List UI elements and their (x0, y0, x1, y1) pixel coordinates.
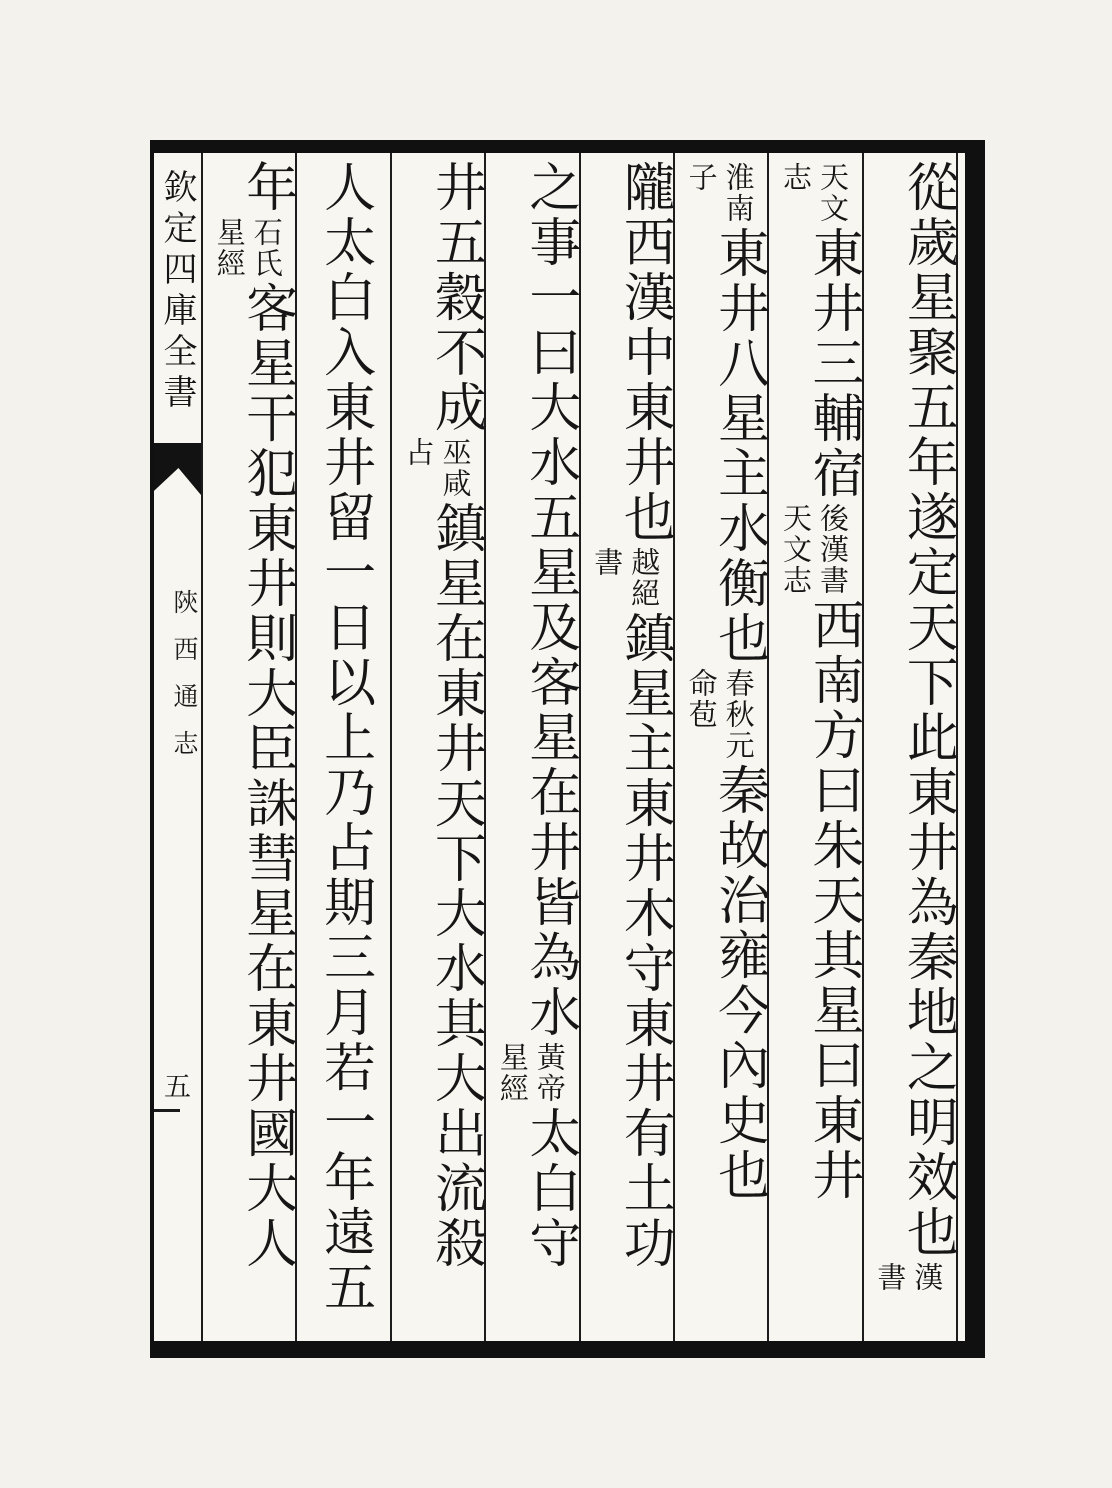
note-right-line: 春秋元 (721, 668, 754, 761)
column-text-flow (395, 160, 484, 1331)
note-left-line: 書 (873, 1262, 906, 1293)
page-number: 五 (164, 1072, 191, 1102)
text-column-4 (579, 153, 673, 1341)
main-text-segment: 客星干犯東井則大臣誅彗星在東井國大人 (237, 281, 295, 1271)
column-text-flow (207, 160, 295, 1331)
main-text-segment: 人太白入東井留一日以上乃占期三月若一年遠五 (315, 160, 373, 1315)
note-right-line: 越絕 (627, 547, 660, 609)
work-title: 陝西通志 (170, 589, 197, 777)
main-text-segment: 之事一曰大水五星及客星在井皆為水 (520, 160, 578, 1040)
main-text-segment: 年 (237, 160, 295, 215)
main-text-segment: 隴西漢中東井也 (615, 160, 673, 545)
text-columns (154, 153, 965, 1341)
column-text-flow (867, 160, 956, 1331)
column-text-flow (679, 160, 767, 1331)
interlinear-note (679, 668, 753, 761)
main-text-segment: 鎮星在東井天下大水其大出流殺 (426, 501, 484, 1271)
main-text-segment: 西南方曰朱天其星曰東井 (803, 598, 861, 1203)
fold-tick-mark (154, 1109, 180, 1112)
column-text-flow (773, 160, 861, 1331)
interlinear-note (490, 1042, 564, 1104)
main-text-segment: 東井八星主水衡也 (709, 226, 767, 666)
spine-column (154, 153, 201, 1341)
interlinear-note (867, 1262, 941, 1293)
interlinear-note (773, 162, 847, 224)
text-column-1 (862, 153, 958, 1341)
note-right-line: 淮南 (721, 162, 754, 224)
note-right-line: 漢 (910, 1262, 943, 1293)
interlinear-note (773, 503, 847, 596)
main-text-segment: 井五穀不成 (426, 160, 484, 435)
note-left-line: 占 (401, 437, 434, 468)
note-right-line: 天文 (815, 162, 848, 224)
note-left-line: 星經 (495, 1042, 528, 1104)
note-right-line: 巫咸 (438, 437, 471, 499)
note-left-line: 子 (684, 162, 717, 193)
text-column-5 (484, 153, 578, 1341)
fishtail-ornament-icon (154, 443, 201, 495)
print-frame (150, 140, 985, 1358)
note-right-line: 後漢書 (815, 503, 848, 596)
main-text-segment: 鎮星主東井木守東井有土功 (615, 611, 673, 1271)
interlinear-note (395, 437, 469, 499)
main-text-segment: 東井三輔宿 (803, 226, 861, 501)
text-column-6 (390, 153, 484, 1341)
text-column-8 (201, 153, 295, 1341)
main-text-segment: 秦故治雍今內史也 (709, 763, 767, 1203)
note-left-line: 星經 (212, 217, 245, 279)
note-left-line: 志 (778, 162, 811, 193)
note-left-line: 書 (590, 547, 623, 578)
note-right-line: 黃帝 (532, 1042, 565, 1104)
note-left-line: 天文志 (778, 503, 811, 596)
text-column-2 (767, 153, 861, 1341)
note-left-line: 命苞 (684, 668, 717, 730)
text-column-7 (295, 153, 389, 1341)
column-text-flow (584, 160, 673, 1331)
column-text-flow (315, 160, 373, 1331)
collection-title: 欽定四庫全書 (158, 169, 195, 415)
note-right-line: 石氏 (249, 217, 282, 279)
column-text-flow (490, 160, 578, 1331)
interlinear-note (679, 162, 753, 224)
interlinear-note (584, 547, 658, 609)
interlinear-note (207, 217, 281, 279)
main-text-segment: 太白守 (520, 1106, 578, 1271)
text-column-3 (673, 153, 767, 1341)
main-text-segment: 從歲星聚五年遂定天下此東井為秦地之明效也 (898, 160, 956, 1260)
